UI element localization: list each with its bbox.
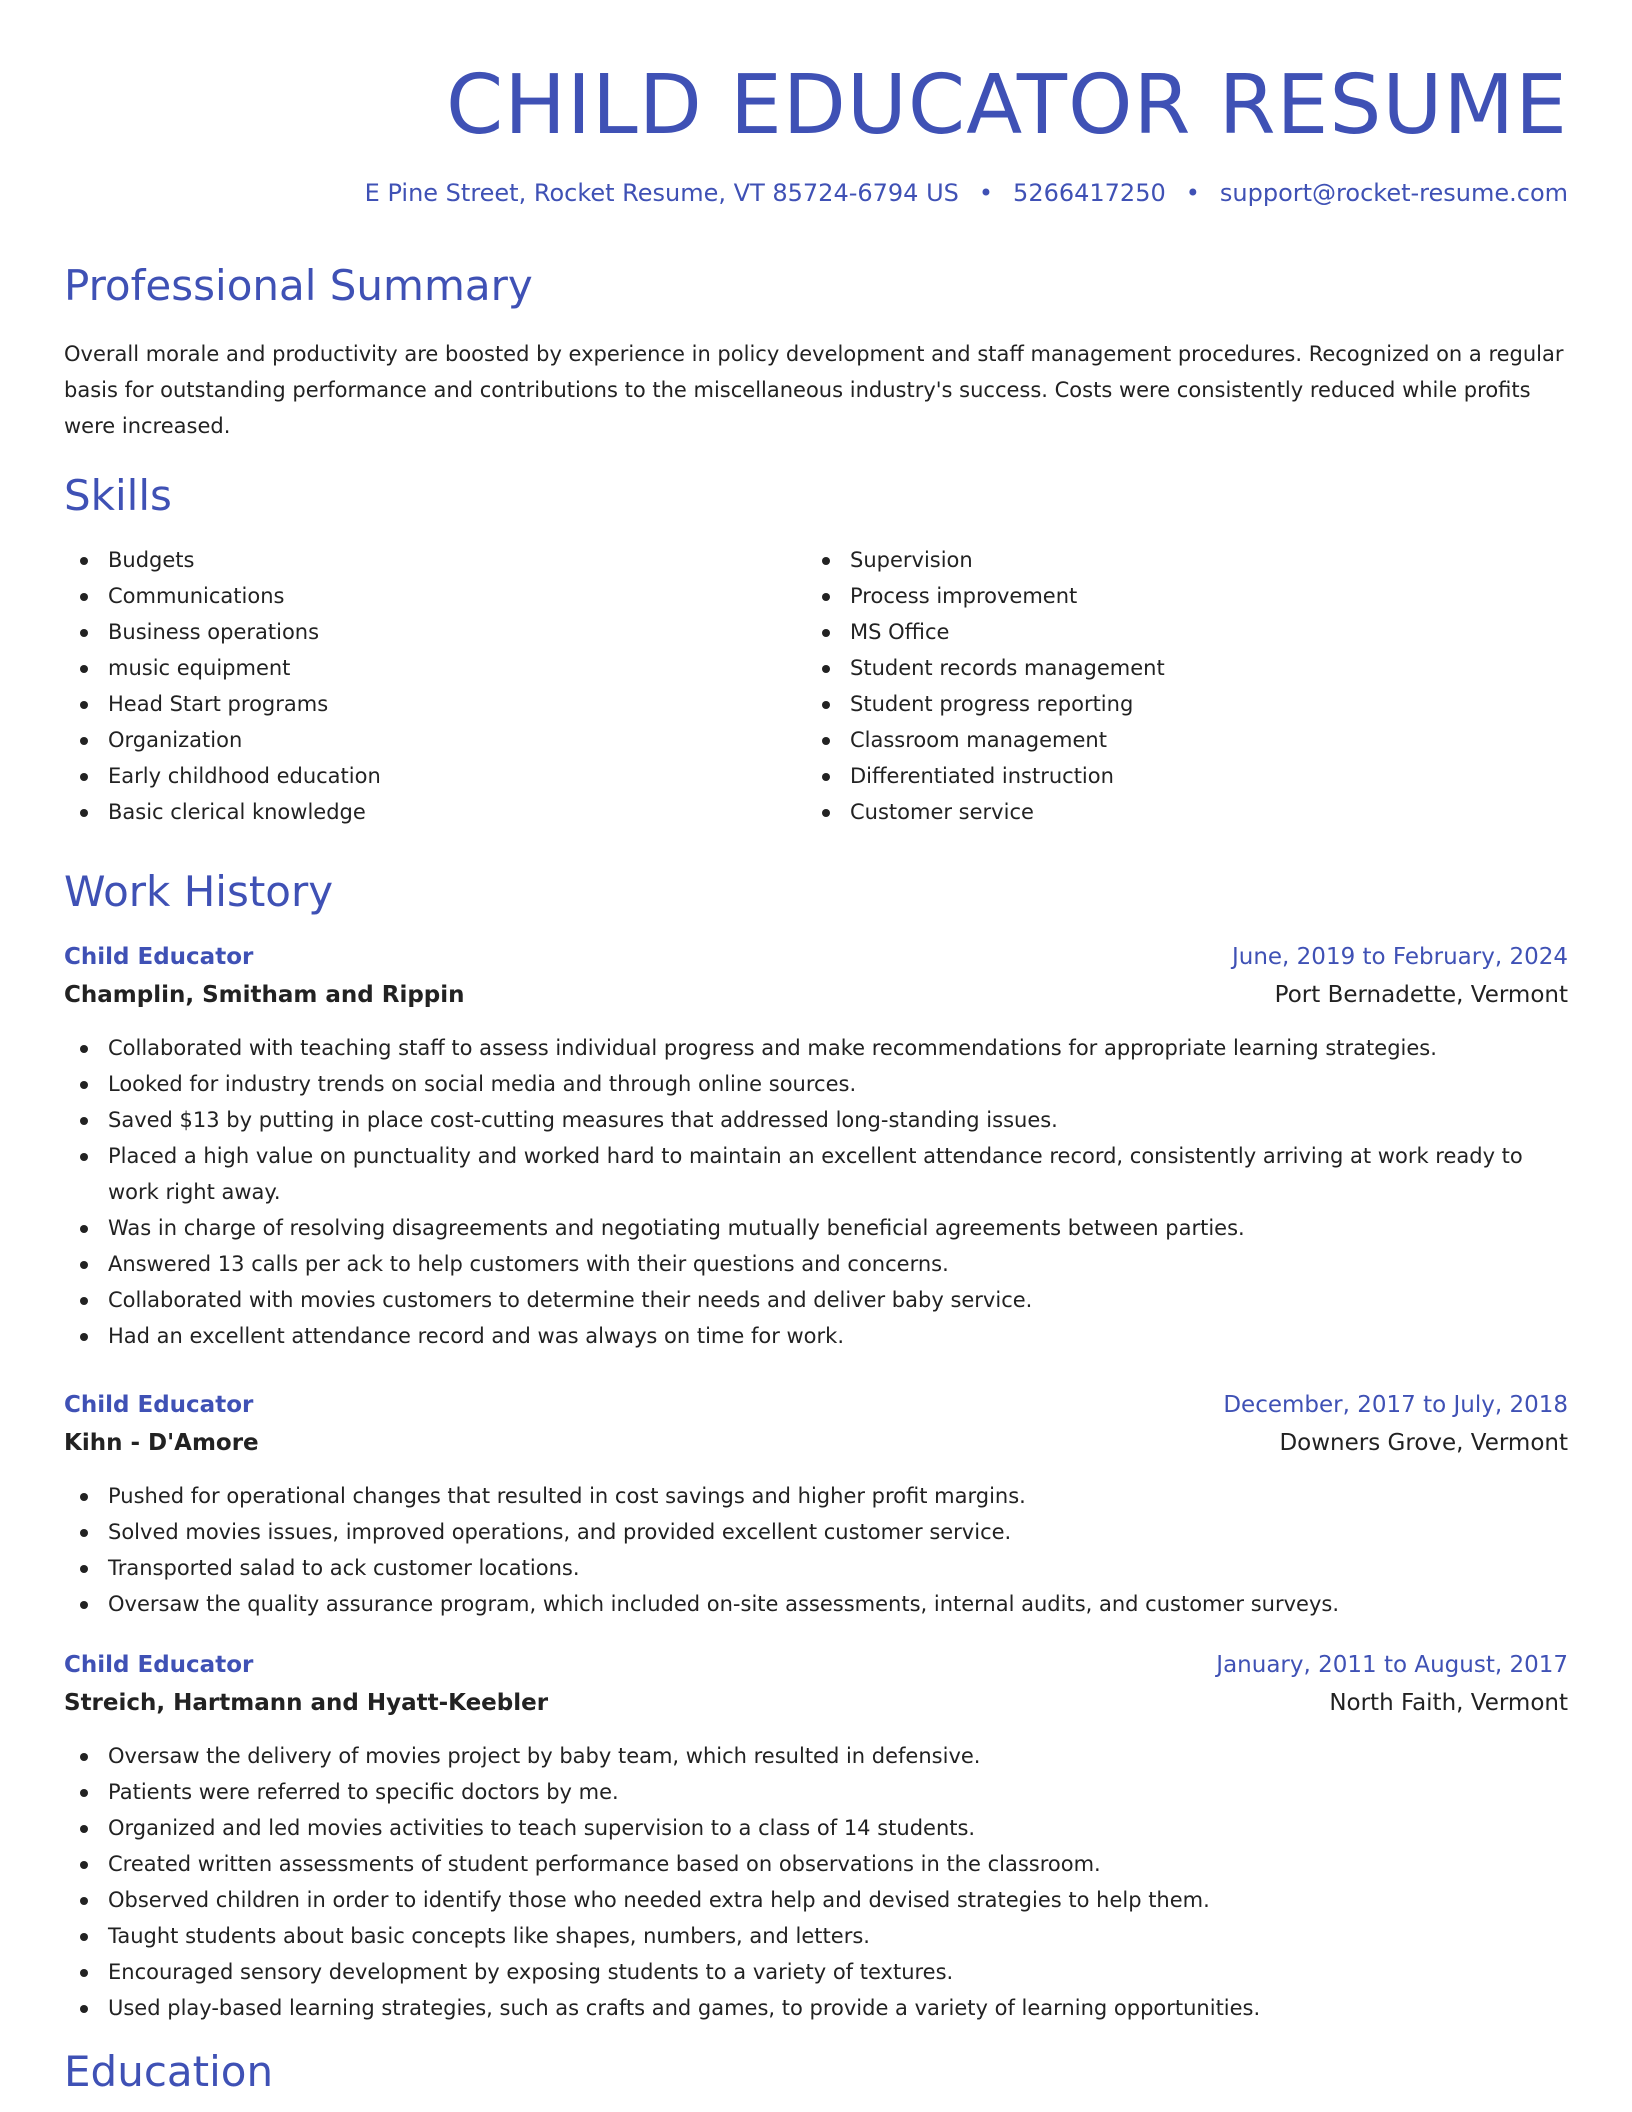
skill-item: music equipment [64,650,806,686]
skills-heading: Skills [64,471,172,520]
skill-item: Process improvement [806,578,1548,614]
job-entry [64,1646,1568,2026]
contact-separator: • [978,179,994,207]
contact-phone: 5266417250 [1013,179,1166,207]
job-title: Child Educator [64,1652,254,1678]
job-bullet: Organized and led movies activities to teach supervision to a class of 14 students. [64,1810,1568,1846]
job-bullet: Was in charge of resolving disagreements and negotiating mutually beneficial agreements between parties. [64,1210,1568,1246]
skill-item: Early childhood education [64,758,806,794]
resume-page [64,0,1568,2098]
job-bullet: Saved $13 by putting in place cost-cutting measures that addressed long-standing issues. [64,1102,1568,1138]
job-bullet: Oversaw the delivery of movies project by baby team, which resulted in defensive. [64,1738,1568,1774]
skills-column-left [64,542,806,830]
skill-item: MS Office [806,614,1548,650]
job-bullets [64,1738,1568,2026]
summary-heading: Professional Summary [64,261,533,310]
job-location: Downers Grove, Vermont [1279,1430,1568,1456]
skills-list [64,542,1568,830]
education-heading: Education [64,2047,274,2096]
job-bullet: Observed children in order to identify those who needed extra help and devised strategies to help them. [64,1882,1568,1918]
job-bullet: Pushed for operational changes that resulted in cost savings and higher profit margins. [64,1478,1568,1514]
job-bullet: Transported salad to ack customer locations. [64,1550,1568,1586]
job-bullet: Collaborated with teaching staff to assess individual progress and make recommendations for appropriate learning strategies. [64,1030,1568,1066]
job-company: Champlin, Smitham and Rippin [64,982,465,1008]
skill-item: Differentiated instruction [806,758,1548,794]
skill-item: Communications [64,578,806,614]
job-bullet: Solved movies issues, improved operations, and provided excellent customer service. [64,1514,1568,1550]
job-dates: June, 2019 to February, 2024 [1231,944,1568,970]
contact-line [64,176,1568,210]
job-location: Port Bernadette, Vermont [1274,982,1568,1008]
summary-text: Overall morale and productivity are boosted by experience in policy development and staff management procedures. Recognized on a regular basis for outstanding performance and contributions to the miscellaneous industry's success. Costs were consistently reduced while profits were increased. [64,342,1564,438]
job-bullet: Taught students about basic concepts like shapes, numbers, and letters. [64,1918,1568,1954]
job-bullet: Had an excellent attendance record and was always on time for work. [64,1318,1568,1354]
job-bullets [64,1478,1568,1622]
job-location: North Faith, Vermont [1329,1690,1568,1716]
skill-item: Customer service [806,794,1548,830]
skill-item: Classroom management [806,722,1548,758]
job-bullet: Answered 13 calls per ack to help customers with their questions and concerns. [64,1246,1568,1282]
job-bullet: Patients were referred to specific doctors by me. [64,1774,1568,1810]
job-entry [64,1386,1568,1622]
job-bullet: Oversaw the quality assurance program, which included on-site assessments, internal audits, and customer surveys. [64,1586,1568,1622]
job-bullet: Collaborated with movies customers to determine their needs and deliver baby service. [64,1282,1568,1318]
job-entry [64,938,1568,1354]
job-company: Streich, Hartmann and Hyatt-Keebler [64,1690,549,1716]
job-bullet: Placed a high value on punctuality and worked hard to maintain an excellent attendance record, consistently arriving at work ready to work right away. [64,1138,1568,1210]
skills-column-right [806,542,1548,830]
skill-item: Head Start programs [64,686,806,722]
skill-item: Student progress reporting [806,686,1548,722]
job-dates: December, 2017 to July, 2018 [1223,1392,1568,1418]
work-history-heading: Work History [64,867,334,916]
skill-item: Organization [64,722,806,758]
skill-item: Supervision [806,542,1548,578]
resume-title: CHILD EDUCATOR RESUME [445,58,1568,153]
contact-separator: • [1185,179,1200,207]
job-dates: January, 2011 to August, 2017 [1216,1652,1568,1678]
contact-email: support@rocket-resume.com [1219,179,1568,207]
job-bullet: Created written assessments of student performance based on observations in the classroom. [64,1846,1568,1882]
job-bullets [64,1030,1568,1354]
skill-item: Budgets [64,542,806,578]
job-bullet: Encouraged sensory development by exposing students to a variety of textures. [64,1954,1568,1990]
skill-item: Business operations [64,614,806,650]
job-title: Child Educator [64,1392,254,1418]
skill-item: Basic clerical knowledge [64,794,806,830]
job-bullet: Looked for industry trends on social media and through online sources. [64,1066,1568,1102]
contact-address: E Pine Street, Rocket Resume, VT 85724-6794 US [364,179,959,207]
job-bullet: Used play-based learning strategies, such as crafts and games, to provide a variety of learning opportunities. [64,1990,1568,2026]
job-title: Child Educator [64,944,254,970]
job-company: Kihn - D'Amore [64,1430,259,1456]
skill-item: Student records management [806,650,1548,686]
